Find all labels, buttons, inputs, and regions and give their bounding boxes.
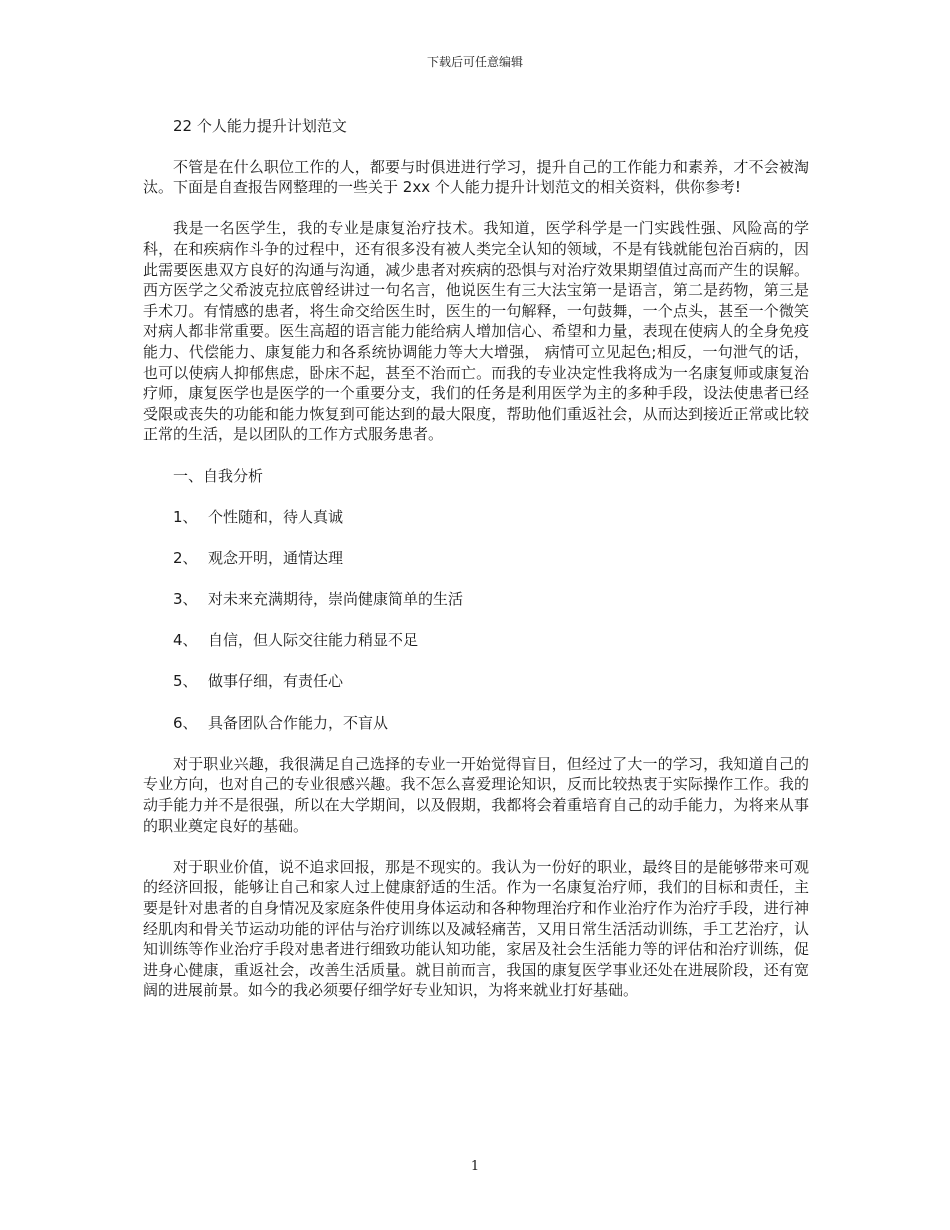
list-item (143, 589, 809, 610)
body-paragraph-3: 对于职业价值，说不追求回报，那是不现实的。我认为一份好的职业，最终目的是能够带来可观的经济回报，能够让自己和家人过上健康舒适的生活。作为一名康复治疗师，我们的目标和责任，主要是针对患者的自身情况及家庭条件使用身体运动和各种物理治疗和作业治疗作为治疗手段，进行神经肌肉和骨关节运动功能的评估与治疗训练以及减轻痛苦，又用日常生活活动训练，手工艺治疗，认知训练等作业治疗手段对患者进行细致功能认知功能，家居及社会生活能力等的评估和治疗训练，促进身心健康，重返社会，改善生活质量。就目前而言，我国的康复医学事业还处在进展阶段，还有宽阔的进展前景。如今的我必须要仔细学好专业知识，为将来就业打好基础。 (143, 857, 809, 1000)
body-paragraph-1: 我是一名医学生，我的专业是康复治疗技术。我知道，医学科学是一门实践性强、风险高的学科，在和疾病作斗争的过程中，还有很多没有被人类完全认知的领域，不是有钱就能包治百病的，因此需要医患双方良好的沟通与沟通，减少患者对疾病的恐惧与对治疗效果期望值过高而产生的误解。西方医学之父希波克拉底曾经讲过一句名言，他说医生有三大法宝第一是语言，第二是药物，第三是手术刀。有情感的患者，将生命交给医生时，医生的一句解释，一句鼓舞，一个点头，甚至一个微笑对病人都非常重要。医生高超的语言能力能给病人增加信心、希望和力量，表现在使病人的全身免疫能力、代偿能力、康复能力和各系统协调能力等大大增强， 病情可立见起色;相反，一句泄气的话，也可以使病人抑郁焦虑，卧床不起，甚至不治而亡。而我的专业决定性我将成为一名康复师或康复治疗师，康复医学也是医学的一个重要分支，我们的任务是利用医学为主的多种手段，设法使患者已经受限或丧失的功能和能力恢复到可能达到的最大限度，帮助他们重返社会，从而达到接近正常或比较正常的生活，是以团队的工作方式服务患者。 (143, 219, 809, 444)
list-item-number: 1、 (173, 507, 198, 526)
document-body (143, 116, 809, 1022)
list-item-number: 5、 (173, 672, 198, 691)
section-heading-self-analysis: 一、自我分析 (173, 466, 264, 485)
list-item-number: 4、 (173, 631, 198, 650)
list-item-text: 自信，但人际交往能力稍显不足 (208, 631, 419, 650)
list-item-text: 观念开明，通情达理 (208, 548, 344, 567)
list-item-text: 具备团队合作能力，不盲从 (208, 713, 389, 732)
intro-paragraph: 不管是在什么职位工作的人，都要与时俱进进行学习，提升自己的工作能力和素养，才不会被淘汰。下面是自查报告网整理的一些关于 2xx 个人能力提升计划范文的相关资料，供你参考! (143, 157, 809, 197)
list-item-number: 2、 (173, 548, 198, 567)
list-item (143, 548, 809, 569)
list-item-text: 做事仔细，有责任心 (208, 672, 344, 691)
page-number: 1 (470, 1159, 480, 1174)
list-item-number: 3、 (173, 590, 198, 609)
body-paragraph-2: 对于职业兴趣，我很满足自己选择的专业一开始觉得盲目，但经过了大一的学习，我知道自己的专业方向，也对自己的专业很感兴趣。我不怎么喜爱理论知识，反而比较热衷于实际操作工作。我的动手能力并不是很强，所以在大学期间，以及假期，我都将会着重培育自己的动手能力，为将来从事的职业奠定良好的基础。 (143, 754, 809, 835)
list-item-text: 对未来充满期待，崇尚健康简单的生活 (208, 590, 464, 609)
list-item-text: 个性随和，待人真诚 (208, 507, 344, 526)
list-item-number: 6、 (173, 713, 198, 732)
list-item (143, 630, 809, 651)
list-item (143, 671, 809, 692)
page-header: 下载后可任意编辑 (426, 55, 523, 69)
list-item (143, 713, 809, 734)
document-title: 22 个人能力提升计划范文 (173, 117, 347, 135)
list-item (143, 507, 809, 528)
